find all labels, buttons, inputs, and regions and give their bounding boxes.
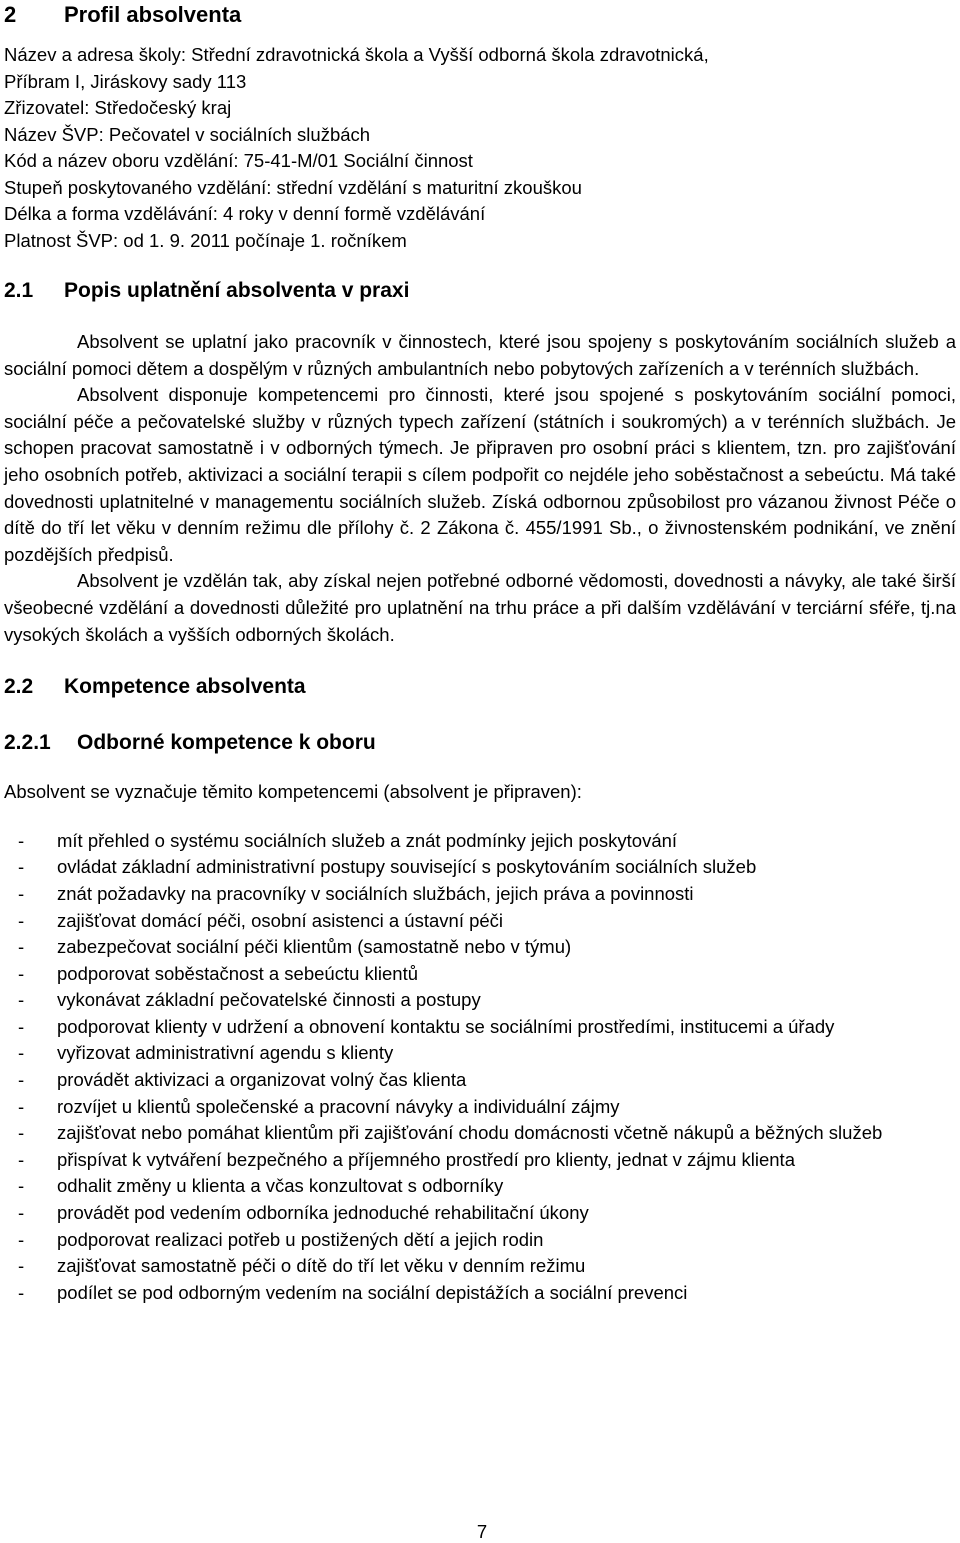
list-item-text: rozvíjet u klientů společenské a pracovní návyky a individuální zájmy [57, 1095, 620, 1117]
list-item [4, 1200, 956, 1227]
paragraph: Absolvent je vzdělán tak, aby získal nejen potřebné odborné vědomosti, dovednosti a návyky, ale také širší všeobecné vzdělání a dovednosti důležité pro uplatnění na trhu práce a při dalším vzdělávání v terciární sféře, tj.na vysokých školách a vyšších odborných školách. [4, 570, 956, 645]
school-info-line: Kód a název oboru vzdělání: 75-41-M/01 Sociální činnost [4, 150, 473, 171]
list-item [4, 1227, 956, 1254]
heading-title: Odborné kompetence k oboru [77, 731, 376, 755]
list-item [4, 1014, 956, 1041]
list-item-text: vyřizovat administrativní agendu s klienty [57, 1042, 394, 1064]
heading-profil-absolventa [4, 0, 956, 35]
list-item [4, 828, 956, 855]
list-item [4, 987, 956, 1014]
list-dash: - [18, 989, 25, 1011]
list-item-text: znát požadavky na pracovníky v sociálních službách, jejich práva a povinnosti [57, 882, 694, 904]
list-item [4, 1280, 956, 1307]
list-dash: - [18, 1202, 25, 1224]
page-number: 7 [476, 1521, 488, 1542]
list-item-text: podporovat soběstačnost a sebeúctu klientů [57, 962, 418, 984]
list-item-text: vykonávat základní pečovatelské činnosti a postupy [57, 989, 481, 1011]
list-dash: - [18, 1148, 25, 1170]
school-info-line: Zřizovatel: Středočeský kraj [4, 97, 232, 118]
list-dash: - [18, 882, 25, 904]
list-dash: - [18, 856, 25, 878]
list-item-text: zajišťovat nebo pomáhat klientům při zajišťování chodu domácnosti včetně nákupů a běžných služeb [57, 1122, 883, 1144]
list-item [4, 1253, 956, 1280]
section-2-1-body [4, 329, 956, 648]
heading-title: Popis uplatnění absolventa v praxi [64, 279, 410, 302]
school-info-line: Příbram I, Jiráskovy sady 113 [4, 70, 247, 92]
school-info-block [4, 42, 956, 254]
list-item [4, 1120, 956, 1147]
heading-odborne-kompetence [4, 730, 956, 756]
heading-number: 2.2 [4, 675, 34, 699]
heading-number: 2.2.1 [4, 731, 51, 755]
list-item [4, 908, 956, 935]
list-item-text: ovládat základní administrativní postupy související s poskytováním sociálních služeb [57, 856, 757, 878]
list-item-text: odhalit změny u klienta a včas konzultovat s odborníky [57, 1175, 504, 1197]
list-item [4, 881, 956, 908]
list-dash: - [18, 962, 25, 984]
heading-number: 2.1 [4, 279, 34, 302]
heading-title: Profil absolventa [64, 2, 242, 27]
paragraph: Absolvent disponuje kompetencemi pro činnosti, které jsou spojené s poskytováním sociální pomoci, sociální péče a pečovatelské služby v různých typech zařízení (státních i soukromých) a v terénních službách. Je schopen pracovat samostatně i v odborných týmech. Je připraven pro osobní práci s klientem, tzn. pro zajišťování jeho osobních potřeb, aktivizaci a sociální terapii s cílem podpořit co nejdéle jeho soběstačnost a sebeúctu. Má také dovednosti uplatnitelné v managementu sociálních služeb. Získá odbornou způsobilost pro vázanou živnost Péče o dítě do tří let věku v denním režimu dle přílohy č. 2 Zákona č. 455/1991 Sb., o živnostenském podnikání, ve znění pozdějších předpisů. [4, 384, 956, 565]
list-item-text: zabezpečovat sociální péči klientům (samostatně nebo v týmu) [57, 936, 572, 958]
list-dash: - [18, 829, 25, 851]
list-dash: - [18, 1255, 25, 1277]
list-item-text: přispívat k vytváření bezpečného a příjemného prostředí pro klienty, jednat v zájmu klienta [57, 1148, 795, 1170]
list-item [4, 1147, 956, 1174]
list-dash: - [18, 1175, 25, 1197]
list-item-text: provádět pod vedením odborníka jednoduché rehabilitační úkony [57, 1202, 589, 1224]
list-item [4, 1067, 956, 1094]
list-dash: - [18, 1069, 25, 1091]
list-item-text: zajišťovat domácí péči, osobní asistenci a ústavní péči [57, 909, 504, 931]
competence-list [4, 828, 956, 1307]
list-dash: - [18, 1042, 25, 1064]
list-item [4, 934, 956, 961]
list-dash: - [18, 1228, 25, 1250]
list-dash: - [18, 1281, 25, 1303]
school-info-line: Název ŠVP: Pečovatel v sociálních službách [4, 123, 371, 145]
heading-kompetence-absolventa [4, 674, 956, 700]
list-item-text: mít přehled o systému sociálních služeb a znát podmínky jejich poskytování [57, 829, 678, 851]
school-info-line: Stupeň poskytovaného vzdělání: střední vzdělání s maturitní zkouškou [4, 176, 582, 198]
list-item [4, 1094, 956, 1121]
school-info-line: Platnost ŠVP: od 1. 9. 2011 počínaje 1. ročníkem [4, 229, 407, 251]
heading-popis-uplatneni [4, 278, 956, 304]
list-item [4, 961, 956, 988]
list-dash: - [18, 1122, 25, 1144]
list-item-text: podporovat klienty v udržení a obnovení kontaktu se sociálními prostředími, institucemi a úřady [57, 1015, 835, 1037]
list-dash: - [18, 936, 25, 958]
list-item [4, 854, 956, 881]
list-dash: - [18, 1015, 25, 1037]
list-dash: - [18, 909, 25, 931]
heading-number: 2 [4, 2, 17, 27]
school-info-line: Délka a forma vzdělávání: 4 roky v denní formě vzdělávání [4, 203, 486, 224]
heading-title: Kompetence absolventa [64, 675, 306, 699]
school-info-line: Název a adresa školy: Střední zdravotnická škola a Vyšší odborná škola zdravotnická, [4, 44, 709, 65]
list-dash: - [18, 1095, 25, 1117]
list-item [4, 1040, 956, 1067]
list-item [4, 1173, 956, 1200]
list-item-text: provádět aktivizaci a organizovat volný čas klienta [57, 1069, 467, 1091]
list-item-text: zajišťovat samostatně péči o dítě do tří let věku v denním režimu [57, 1255, 586, 1277]
competence-intro: Absolvent se vyznačuje těmito kompetencemi (absolvent je připraven): [4, 781, 582, 803]
list-item-text: podílet se pod odborným vedením na sociální depistážích a sociální prevenci [57, 1281, 688, 1303]
list-item-text: podporovat realizaci potřeb u postižených dětí a jejich rodin [57, 1228, 544, 1250]
paragraph: Absolvent se uplatní jako pracovník v činnostech, které jsou spojeny s poskytováním sociálních služeb a sociální pomoci dětem a dospělým v různých ambulantních nebo pobytových zařízeních a v terénních službách. [4, 331, 956, 379]
